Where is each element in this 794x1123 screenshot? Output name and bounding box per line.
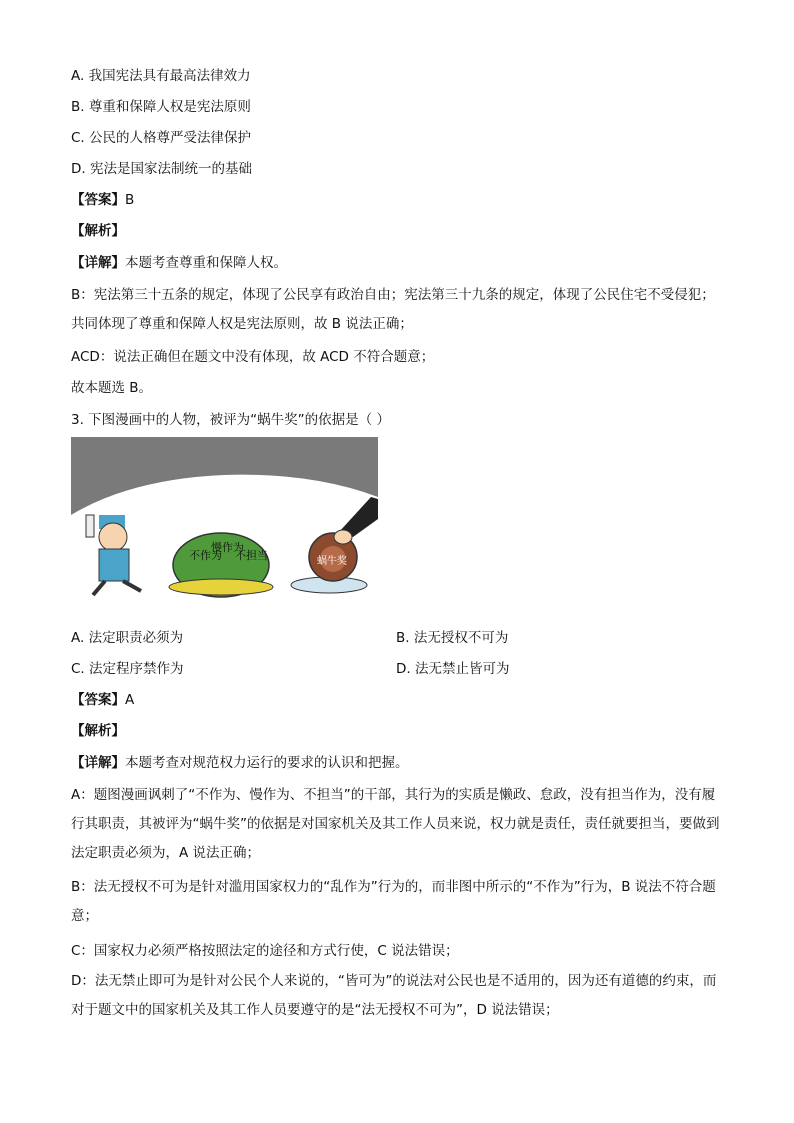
q3-option-d: D. 法无禁止皆可为 xyxy=(396,661,510,677)
analysis-tag: 【解析】 xyxy=(71,723,125,739)
q2-conclusion: 故本题选 B。 xyxy=(71,380,153,396)
q3-explain-a: A：题图漫画讽刺了“不作为、慢作为、不担当”的干部，其行为的实质是懒政、怠政，没有担当作为，没有履行其职责，其被评为“蜗牛奖”的依据是对国家机关及其工作人员来说，权力就是责任，责任就要担当，要做到法定职责必须为，A 说法正确； xyxy=(71,787,720,861)
q3-explain-d: D：法无禁止即可为是针对公民个人来说的，“皆可为”的说法对公民也是不适用的，因为还有道德的约束，而对于题文中的国家机关及其工作人员要遵守的是“法无授权不可为”，D 说法错误； xyxy=(71,973,717,1018)
detail-text: 本题考查对规范权力运行的要求的认识和把握。 xyxy=(125,755,409,771)
q3-option-b: B. 法无授权不可为 xyxy=(396,630,509,646)
answer-value: A xyxy=(125,692,135,708)
analysis-tag: 【解析】 xyxy=(71,223,125,239)
q3-explain-b: B：法无授权不可为是针对滥用国家权力的“乱作为”行为的，而非图中所示的“不作为”行为，B 说法不符合题意； xyxy=(71,879,716,924)
q2-answer xyxy=(71,190,134,210)
detail-text: 本题考查尊重和保障人权。 xyxy=(125,255,287,271)
q2-option-c: C. 公民的人格尊严受法律保护 xyxy=(71,130,252,146)
q3-answer xyxy=(71,690,134,710)
q2-detail xyxy=(71,253,287,273)
q2-explain-acd: ACD：说法正确但在题文中没有体现，故 ACD 不符合题意； xyxy=(71,349,435,365)
q2-analysis-tag xyxy=(71,221,125,241)
shell-label-1: 不作为 xyxy=(189,549,222,562)
answer-tag: 【答案】 xyxy=(71,692,125,708)
q2-option-a: A. 我国宪法具有最高法律效力 xyxy=(71,68,251,84)
q2-option-b: B. 尊重和保障人权是宪法原则 xyxy=(71,99,251,115)
answer-tag: 【答案】 xyxy=(71,192,125,208)
q3-option-a: A. 法定职责必须为 xyxy=(71,630,184,646)
q3-detail xyxy=(71,753,409,773)
q3-analysis-tag xyxy=(71,721,125,741)
detail-tag: 【详解】 xyxy=(71,755,125,771)
answer-value: B xyxy=(125,192,135,208)
award-label: 蜗牛奖 xyxy=(317,556,347,567)
q3-explain-c: C：国家权力必须严格按照法定的途径和方式行使，C 说法错误； xyxy=(71,943,459,959)
q2-explain-b: B：宪法第三十五条的规定，体现了公民享有政治自由；宪法第三十九条的规定，体现了公民住宅不受侵犯；共同体现了尊重和保障人权是宪法原则，故 B 说法正确； xyxy=(71,287,715,332)
q3-option-c: C. 法定程序禁作为 xyxy=(71,661,184,677)
q3-question: 3. 下图漫画中的人物，被评为“蜗牛奖”的依据是（ ） xyxy=(71,412,390,428)
detail-tag: 【详解】 xyxy=(71,255,125,271)
shell-label-3: 不担当 xyxy=(235,549,268,562)
cartoon-image xyxy=(71,437,378,599)
q2-option-d: D. 宪法是国家法制统一的基础 xyxy=(71,161,252,177)
shell-label-2: 慢作为 xyxy=(211,541,244,554)
